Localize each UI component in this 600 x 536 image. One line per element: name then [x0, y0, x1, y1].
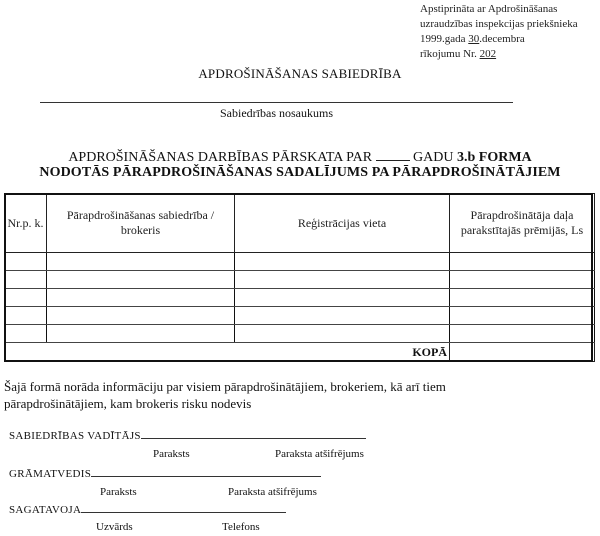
column-header-share: Pārapdrošinātāja daļa parakstītajās prēmijās, Ls	[450, 194, 595, 253]
company-name-field[interactable]	[40, 102, 513, 103]
executive-label: SABIEDRĪBAS VADĪTĀJS	[9, 430, 141, 442]
cell-reinsurer[interactable]	[47, 271, 235, 289]
table-row	[5, 253, 595, 271]
report-title	[0, 148, 600, 166]
cell-reinsurer[interactable]	[47, 325, 235, 343]
cell-number[interactable]	[5, 253, 47, 271]
total-value[interactable]	[450, 343, 595, 362]
table-header-row	[5, 194, 595, 253]
cell-registration[interactable]	[235, 307, 450, 325]
approval-line-1: Apstiprināta ar Apdrošināšanas	[420, 3, 558, 15]
report-title-suffix: GADU	[409, 150, 457, 165]
approval-year-text: 1999.gada	[420, 33, 469, 45]
accountant-caption-signature: Paraksts	[100, 486, 137, 498]
instruction-note: Šajā formā norāda informāciju par visiem pārapdrošinātājiem, brokeriem, kā arī tiem pārapdrošinātājiem, kam brokeris risku nodevis	[4, 379, 446, 411]
accountant-label: GRĀMATVEDIS	[9, 468, 92, 480]
column-header-number: Nr.p. k.	[5, 194, 47, 253]
accountant-signature-field	[9, 466, 321, 480]
report-year-field[interactable]	[376, 148, 410, 161]
table-total-row	[5, 343, 595, 362]
executive-signature-line[interactable]	[141, 428, 366, 439]
cell-registration[interactable]	[235, 289, 450, 307]
cell-reinsurer[interactable]	[47, 307, 235, 325]
table-row	[5, 271, 595, 289]
company-name-caption: Sabiedrības nosaukums	[220, 106, 333, 120]
accountant-caption-transcript: Paraksta atšifrējums	[228, 486, 317, 498]
cell-registration[interactable]	[235, 271, 450, 289]
approval-order-number: 202	[479, 48, 497, 60]
approval-note	[420, 2, 578, 62]
table-row	[5, 307, 595, 325]
column-header-reinsurer: Pārapdrošināšanas sabiedrība / brokeris	[47, 194, 235, 253]
executive-caption-transcript: Paraksta atšifrējums	[275, 448, 364, 460]
report-title-prefix: APDROŠINĀŠANAS DARBĪBAS PĀRSKATA PAR	[68, 150, 376, 165]
prepared-by-field	[9, 502, 286, 516]
cell-share[interactable]	[450, 307, 595, 325]
prepared-by-caption-phone: Telefons	[222, 521, 260, 533]
form-id: 3.b FORMA	[457, 150, 532, 165]
cell-number[interactable]	[5, 289, 47, 307]
approval-line-2: uzraudzības inspekcijas priekšnieka	[420, 18, 578, 30]
cell-share[interactable]	[450, 325, 595, 343]
report-subtitle: NODOTĀS PĀRAPDROŠINĀŠANAS SADALĪJUMS PA PĀRAPDROŠINĀTĀJIEM	[39, 165, 561, 180]
cell-number[interactable]	[5, 271, 47, 289]
cell-reinsurer[interactable]	[47, 253, 235, 271]
total-label: KOPĀ	[5, 343, 450, 362]
cell-registration[interactable]	[235, 325, 450, 343]
prepared-by-label: SAGATAVOJA	[9, 504, 82, 516]
accountant-signature-line[interactable]	[91, 466, 321, 477]
cell-registration[interactable]	[235, 253, 450, 271]
table-row	[5, 325, 595, 343]
executive-caption-signature: Paraksts	[153, 448, 190, 460]
cell-share[interactable]	[450, 289, 595, 307]
company-title: APDROŠINĀŠANAS SABIEDRĪBA	[198, 66, 402, 81]
cell-share[interactable]	[450, 271, 595, 289]
executive-signature-field	[9, 428, 366, 442]
cell-reinsurer[interactable]	[47, 289, 235, 307]
cell-number[interactable]	[5, 325, 47, 343]
approval-day: 30	[468, 33, 480, 45]
approval-line-3	[420, 32, 578, 47]
table-row	[5, 289, 595, 307]
approval-line-4	[420, 47, 578, 62]
cell-share[interactable]	[450, 253, 595, 271]
prepared-by-caption-surname: Uzvārds	[96, 521, 133, 533]
approval-order-text: rīkojumu Nr.	[420, 48, 480, 60]
prepared-by-line[interactable]	[81, 502, 286, 513]
reinsurance-table	[4, 193, 595, 362]
approval-month-text: .decembra	[479, 33, 525, 45]
cell-number[interactable]	[5, 307, 47, 325]
column-header-registration: Reģistrācijas vieta	[235, 194, 450, 253]
